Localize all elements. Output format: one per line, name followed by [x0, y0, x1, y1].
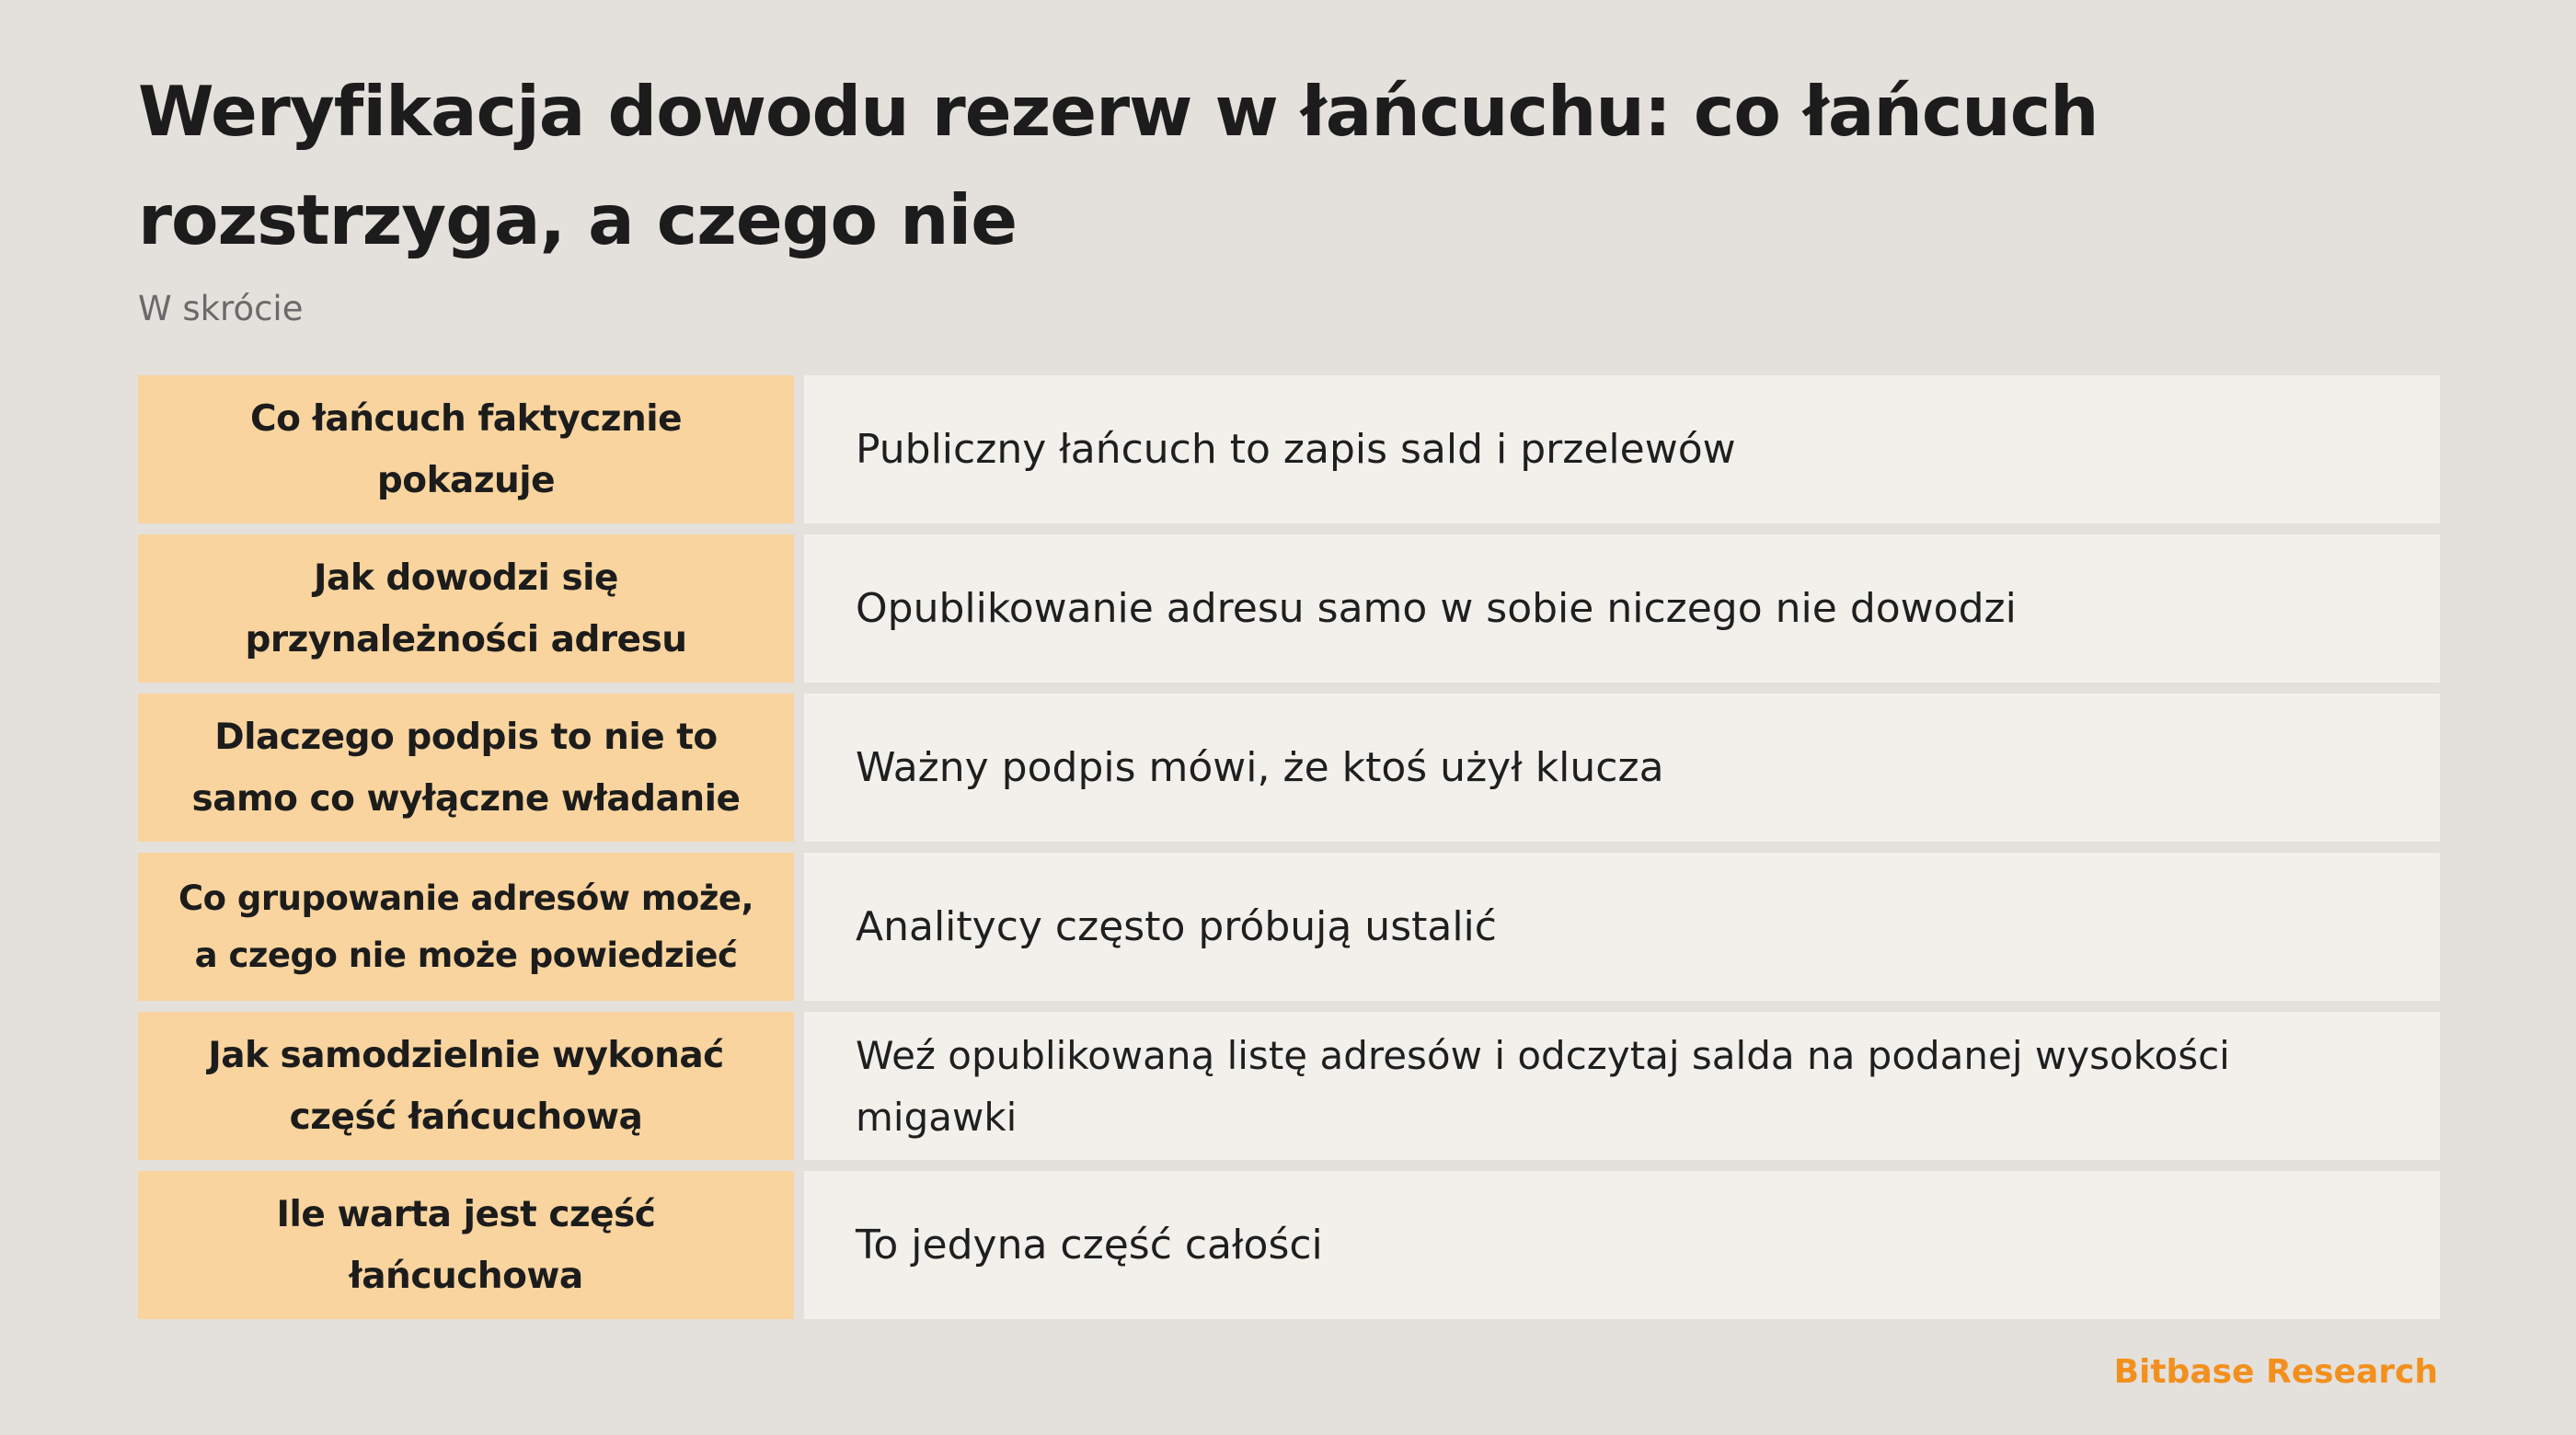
summary-table	[138, 375, 2440, 1319]
row-value: To jedyna część całości	[804, 1171, 2440, 1319]
row-key: Dlaczego podpis to nie to samo co wyłączne władanie	[138, 694, 794, 842]
row-value: Publiczny łańcuch to zapis sald i przelewów	[804, 375, 2440, 523]
row-value: Weź opublikowaną listę adresów i odczytaj salda na podanej wysokości migawki	[804, 1012, 2440, 1160]
row-key: Co grupowanie adresów może, a czego nie może powiedzieć	[138, 853, 794, 1001]
page-title: Weryfikacja dowodu rezerw w łańcuchu: co łańcuch rozstrzyga, a czego nie	[138, 71, 2099, 260]
brand-label: Bitbase Research	[2113, 1353, 2438, 1391]
row-value: Analitycy często próbują ustalić	[804, 853, 2440, 1001]
table-row	[138, 375, 2440, 523]
table-row	[138, 694, 2440, 842]
table-row	[138, 1171, 2440, 1319]
row-value: Opublikowanie adresu samo w sobie niczego nie dowodzi	[804, 534, 2440, 683]
table-row	[138, 853, 2440, 1001]
table-row	[138, 534, 2440, 683]
row-key: Ile warta jest część łańcuchowa	[138, 1171, 794, 1319]
row-key: Jak dowodzi się przynależności adresu	[138, 534, 794, 683]
table-row	[138, 1012, 2440, 1160]
page-subtitle: W skrócie	[138, 289, 304, 328]
row-key: Jak samodzielnie wykonać część łańcuchową	[138, 1012, 794, 1160]
row-value: Ważny podpis mówi, że ktoś użył klucza	[804, 694, 2440, 842]
row-key: Co łańcuch faktycznie pokazuje	[138, 375, 794, 523]
